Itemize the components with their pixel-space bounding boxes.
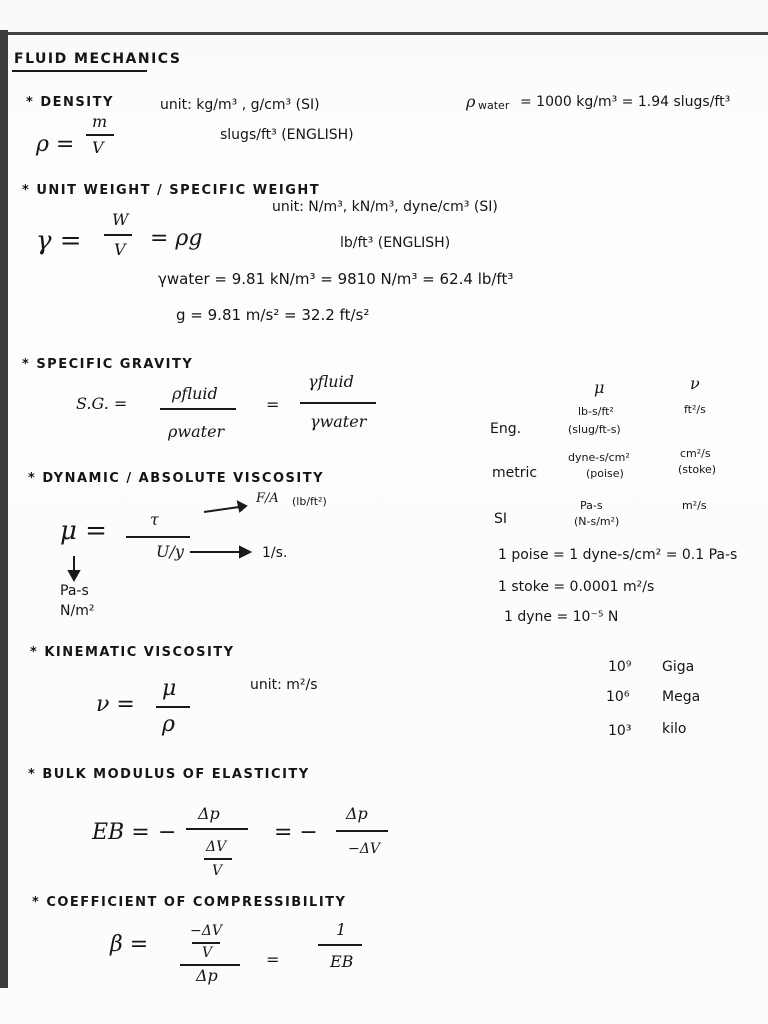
compress-lhs: β =: [110, 932, 149, 957]
bulk-minus: −: [158, 820, 177, 845]
prefix-giga-power: 10⁹: [608, 659, 632, 675]
table-row-metric-mu: dyne-s/cm²: [568, 451, 630, 464]
viscosity-num: τ: [150, 510, 159, 529]
bulk-num2: Δp: [346, 804, 368, 823]
table-row-si-mu: Pa-s: [580, 499, 603, 512]
density-den: V: [92, 138, 104, 157]
prefix-mega-power: 10⁶: [606, 689, 630, 705]
viscosity-arrow1-unit: (lb/ft²): [292, 495, 327, 508]
table-row-si-system: SI: [494, 511, 508, 527]
unit-weight-den: V: [114, 240, 126, 259]
prefix-mega-name: Mega: [662, 689, 701, 705]
arrow-head-1: [238, 502, 246, 511]
arrow-head-2: [240, 547, 250, 557]
compress-num-b: V: [202, 945, 213, 961]
kinematic-lhs: ν =: [96, 692, 135, 717]
viscosity-arrow2-label: 1/s.: [262, 545, 288, 561]
density-lhs: ρ =: [36, 132, 75, 157]
table-row-eng-system: Eng.: [490, 421, 522, 437]
table-row-eng-nu: ft²/s: [684, 403, 706, 416]
sg-den1: ρwater: [168, 422, 225, 441]
density-water-sub: water: [478, 99, 510, 112]
table-row-metric-nu: cm²/s: [680, 447, 711, 460]
density-heading: * DENSITY: [26, 95, 114, 110]
compress-eq: =: [266, 950, 280, 969]
table-col-nu: ν: [690, 374, 700, 393]
prefix-kilo-power: 10³: [608, 723, 632, 739]
table-row-eng-mu2: (slug/ft-s): [568, 423, 621, 436]
viscosity-unit-b: N/m²: [60, 603, 95, 619]
prefix-giga-name: Giga: [662, 659, 695, 675]
density-water-value: = 1000 kg/m³ = 1.94 slugs/ft³: [520, 94, 731, 110]
density-unit-1: unit: kg/m³ , g/cm³ (SI): [160, 97, 320, 113]
compress-num2: 1: [336, 920, 347, 939]
table-row-eng-mu: lb-s/ft²: [578, 405, 614, 418]
sg-den2: γwater: [310, 412, 367, 431]
compress-den2: EB: [330, 952, 354, 971]
viscosity-unit-a: Pa-s: [60, 583, 89, 599]
page-title: FLUID MECHANICS: [14, 51, 182, 67]
bulk-den2: −ΔV: [348, 841, 380, 857]
unit-weight-heading: * UNIT WEIGHT / SPECIFIC WEIGHT: [22, 183, 321, 198]
unit-weight-water: γwater = 9.81 kN/m³ = 9810 N/m³ = 62.4 lb/ft³: [158, 270, 514, 288]
table-row-si-nu: m²/s: [682, 499, 707, 512]
bulk-lhs: EB =: [92, 820, 150, 845]
unit-weight-unit-1: unit: N/m³, kN/m³, dyne/cm³ (SI): [272, 199, 498, 215]
gravity-line: g = 9.81 m/s² = 32.2 ft/s²: [176, 306, 370, 324]
prefix-kilo-name: kilo: [662, 721, 687, 737]
sg-lhs: S.G. =: [76, 394, 128, 413]
unit-weight-num: W: [112, 210, 129, 229]
kinematic-num: μ: [162, 676, 177, 701]
bulk-den1b: V: [212, 863, 223, 879]
specific-gravity-heading: * SPECIFIC GRAVITY: [22, 357, 194, 372]
table-col-mu: μ: [594, 378, 605, 397]
kinematic-unit: unit: m²/s: [250, 677, 318, 693]
unit-weight-lhs: γ =: [36, 226, 82, 256]
conversion-poise: 1 poise = 1 dyne-s/cm² = 0.1 Pa-s: [498, 547, 738, 563]
bulk-den1a: ΔV: [206, 839, 227, 855]
density-num: m: [92, 112, 108, 131]
viscosity-lhs: μ =: [60, 516, 107, 546]
table-row-si-mu2: (N-s/m²): [574, 515, 620, 528]
unit-weight-rhs: = ρg: [150, 226, 203, 251]
density-water-rho: ρ: [466, 92, 476, 111]
sg-eq: =: [266, 395, 280, 414]
conversion-dyne: 1 dyne = 10⁻⁵ N: [504, 609, 619, 625]
compress-heading: * COEFFICIENT OF COMPRESSIBILITY: [32, 895, 347, 910]
viscosity-heading: * DYNAMIC / ABSOLUTE VISCOSITY: [28, 471, 325, 486]
density-unit-2: slugs/ft³ (ENGLISH): [220, 127, 354, 143]
bulk-eq: = −: [274, 820, 318, 845]
bulk-heading: * BULK MODULUS OF ELASTICITY: [28, 767, 310, 782]
kinematic-heading: * KINEMATIC VISCOSITY: [30, 645, 235, 660]
compress-num-a: −ΔV: [190, 923, 222, 939]
sg-num1: ρfluid: [172, 384, 218, 403]
sg-num2: γfluid: [308, 372, 354, 391]
kinematic-den: ρ: [162, 712, 175, 737]
conversion-stoke: 1 stoke = 0.0001 m²/s: [498, 579, 655, 595]
viscosity-den: U/y: [156, 542, 184, 561]
table-row-metric-system: metric: [492, 465, 538, 481]
bulk-num1: Δp: [198, 804, 220, 823]
viscosity-arrow1-label: F/A: [256, 491, 279, 506]
arrow-head-3: [69, 571, 79, 580]
table-row-metric-nu2: (stoke): [678, 463, 717, 476]
unit-weight-unit-2: lb/ft³ (ENGLISH): [340, 235, 451, 251]
compress-den: Δp: [196, 966, 218, 985]
table-row-metric-mu2: (poise): [586, 467, 624, 480]
